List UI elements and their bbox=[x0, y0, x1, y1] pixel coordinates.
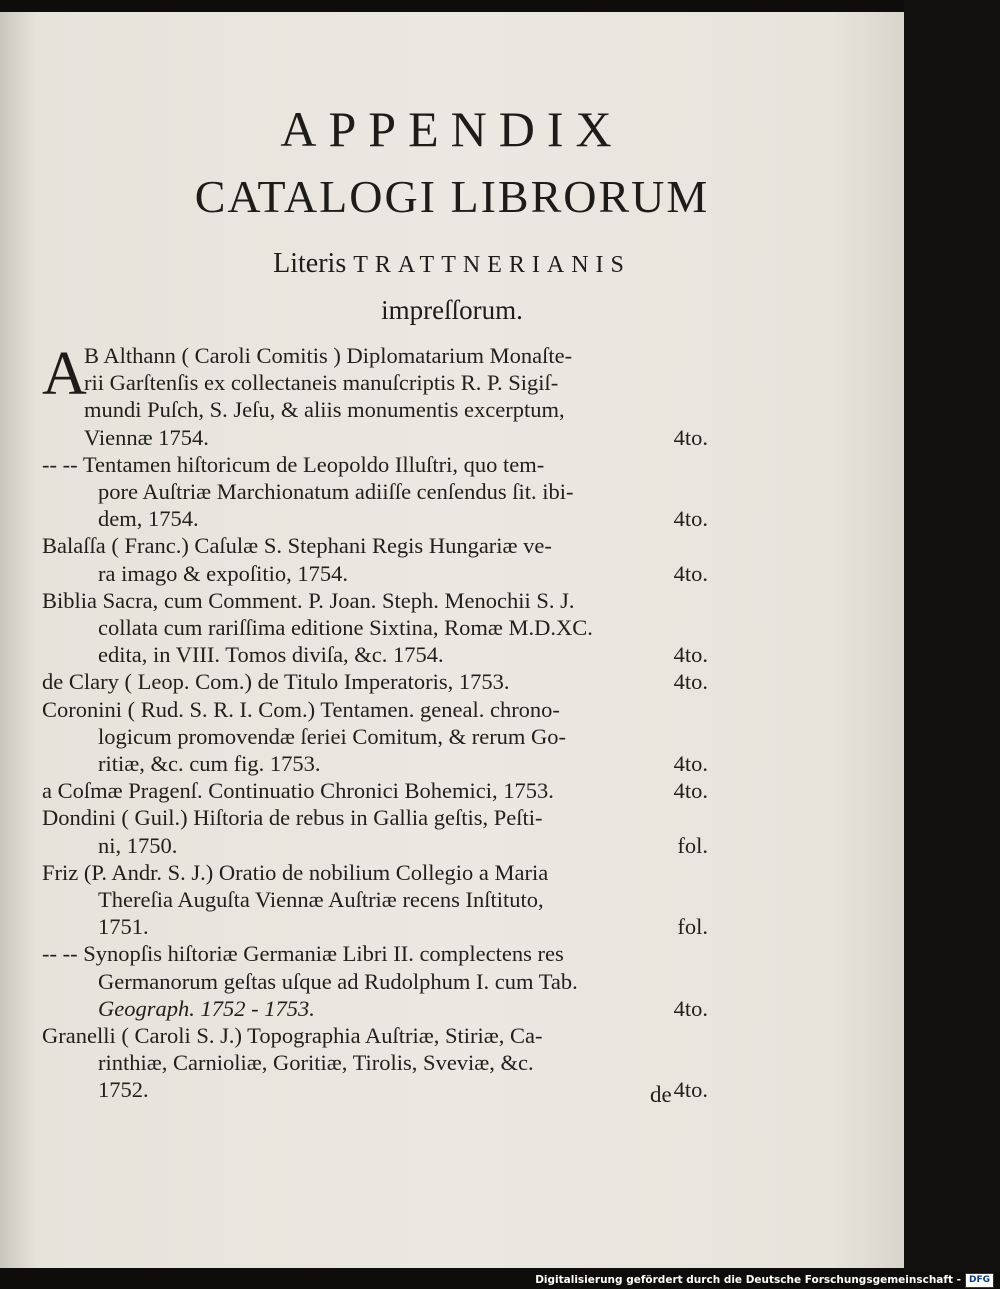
entry-line: edita, in VIII. Tomos diviſa, &c. 1754. bbox=[98, 642, 444, 668]
entry-format: fol. bbox=[677, 914, 708, 940]
entry-line: Coronini ( Rud. S. R. I. Com.) Tentamen. geneal. chrono- bbox=[42, 696, 560, 722]
catalog-entry bbox=[42, 804, 708, 858]
subtitle-caps: TRATTNERIANIS bbox=[353, 252, 631, 278]
catalog-entry bbox=[42, 940, 708, 1022]
entry-line: 1752. bbox=[98, 1077, 149, 1103]
entry-format: 4to. bbox=[673, 669, 708, 695]
entry-line: logicum promovendæ ſeriei Comitum, & rerum Go- bbox=[98, 723, 567, 749]
catalog-entry bbox=[42, 668, 708, 695]
catalog-entry bbox=[42, 859, 708, 941]
entry-line: ni, 1750. bbox=[98, 832, 178, 858]
entry-line: a Coſmæ Pragenſ. Continuatio Chronici Bohemici, 1753. bbox=[42, 778, 554, 804]
subtitle-literis bbox=[0, 248, 904, 280]
catalog-entry bbox=[42, 1022, 708, 1104]
entry-line: Viennæ 1754. bbox=[84, 424, 209, 450]
entry-line: 1751. bbox=[98, 914, 149, 940]
entry-format: 4to. bbox=[673, 560, 708, 586]
entry-line: collata cum rariſſima editione Sixtina, Romæ M.D.XC. bbox=[98, 615, 593, 641]
catalog-entry bbox=[42, 777, 708, 804]
subtitle-lead: Literis bbox=[273, 248, 347, 279]
entry-format: 4to. bbox=[673, 778, 708, 804]
entry-line: rii Garſtenſis ex collectaneis manuſcriptis R. P. Sigiſ- bbox=[84, 370, 559, 396]
entry-line: Thereſia Auguſta Viennæ Auſtriæ recens Inſtituto, bbox=[98, 887, 544, 913]
catalog-entries bbox=[42, 342, 708, 1104]
entry-line: dem, 1754. bbox=[98, 506, 199, 532]
entry-line: Balaſſa ( Franc.) Caſulæ S. Stephani Regis Hungariæ ve- bbox=[42, 533, 552, 559]
entry-line: B Althann ( Caroli Comitis ) Diplomatarium Monaſte- bbox=[84, 343, 573, 368]
entry-line: mundi Puſch, S. Jeſu, & aliis monumentis excerptum, bbox=[84, 397, 565, 423]
catalog-entry bbox=[42, 532, 708, 586]
entry-line: -- -- Tentamen hiſtoricum de Leopoldo Illuſtri, quo tem- bbox=[42, 451, 545, 477]
catchword: de bbox=[650, 1082, 672, 1107]
dfg-logo-icon: DFG bbox=[965, 1273, 994, 1288]
footer-text: Digitalisierung gefördert durch die Deutsche Forschungsgemeinschaft - bbox=[535, 1274, 961, 1286]
catalog-entry bbox=[42, 587, 708, 669]
entry-format: 4to. bbox=[673, 424, 708, 450]
entry-line: rinthiæ, Carnioliæ, Goritiæ, Tirolis, Sveviæ, &c. bbox=[98, 1050, 534, 1076]
title-catalogi-librorum: CATALOGI LIBRORUM bbox=[194, 171, 710, 222]
entry-format: 4to. bbox=[673, 506, 708, 532]
entry-line: Friz (P. Andr. S. J.) Oratio de nobilium Collegio a Maria bbox=[42, 859, 549, 885]
entry-format: 4to. bbox=[673, 751, 708, 777]
entry-line: Geograph. 1752 - 1753. bbox=[98, 995, 315, 1021]
entry-format: 4to. bbox=[673, 995, 708, 1021]
title-appendix: APPENDIX bbox=[280, 101, 624, 157]
entry-line: ra imago & expoſitio, 1754. bbox=[98, 560, 348, 586]
entry-format: 4to. bbox=[673, 1077, 708, 1103]
entry-line: Granelli ( Caroli S. J.) Topographia Auſtriæ, Stiriæ, Ca- bbox=[42, 1023, 543, 1049]
entry-line: Biblia Sacra, cum Comment. P. Joan. Steph. Menochii S. J. bbox=[42, 587, 575, 613]
entry-line: ritiæ, &c. cum fig. 1753. bbox=[98, 751, 321, 777]
entry-format: fol. bbox=[677, 832, 708, 858]
entry-line: pore Auſtriæ Marchionatum adiiſſe cenſendus ſit. ibi- bbox=[98, 479, 574, 505]
drop-cap: A bbox=[42, 340, 87, 408]
entry-line: Dondini ( Guil.) Hiſtoria de rebus in Gallia geſtis, Peſti- bbox=[42, 805, 543, 831]
footer-credit bbox=[535, 1271, 994, 1289]
scanned-page bbox=[0, 12, 904, 1268]
entry-line: Germanorum geſtas uſque ad Rudolphum I. cum Tab. bbox=[98, 968, 578, 994]
entry-format: 4to. bbox=[673, 642, 708, 668]
entry-line: de Clary ( Leop. Com.) de Titulo Imperatoris, 1753. bbox=[42, 669, 510, 695]
scan-background bbox=[904, 0, 1000, 1272]
catalog-entry bbox=[42, 342, 708, 451]
catalog-entry bbox=[42, 451, 708, 533]
subtitle-impressorum: impreſſorum. bbox=[381, 295, 523, 325]
catalog-entry bbox=[42, 696, 708, 778]
entry-line: -- -- Synopſis hiſtoriæ Germaniæ Libri II. complectens res bbox=[42, 941, 564, 967]
